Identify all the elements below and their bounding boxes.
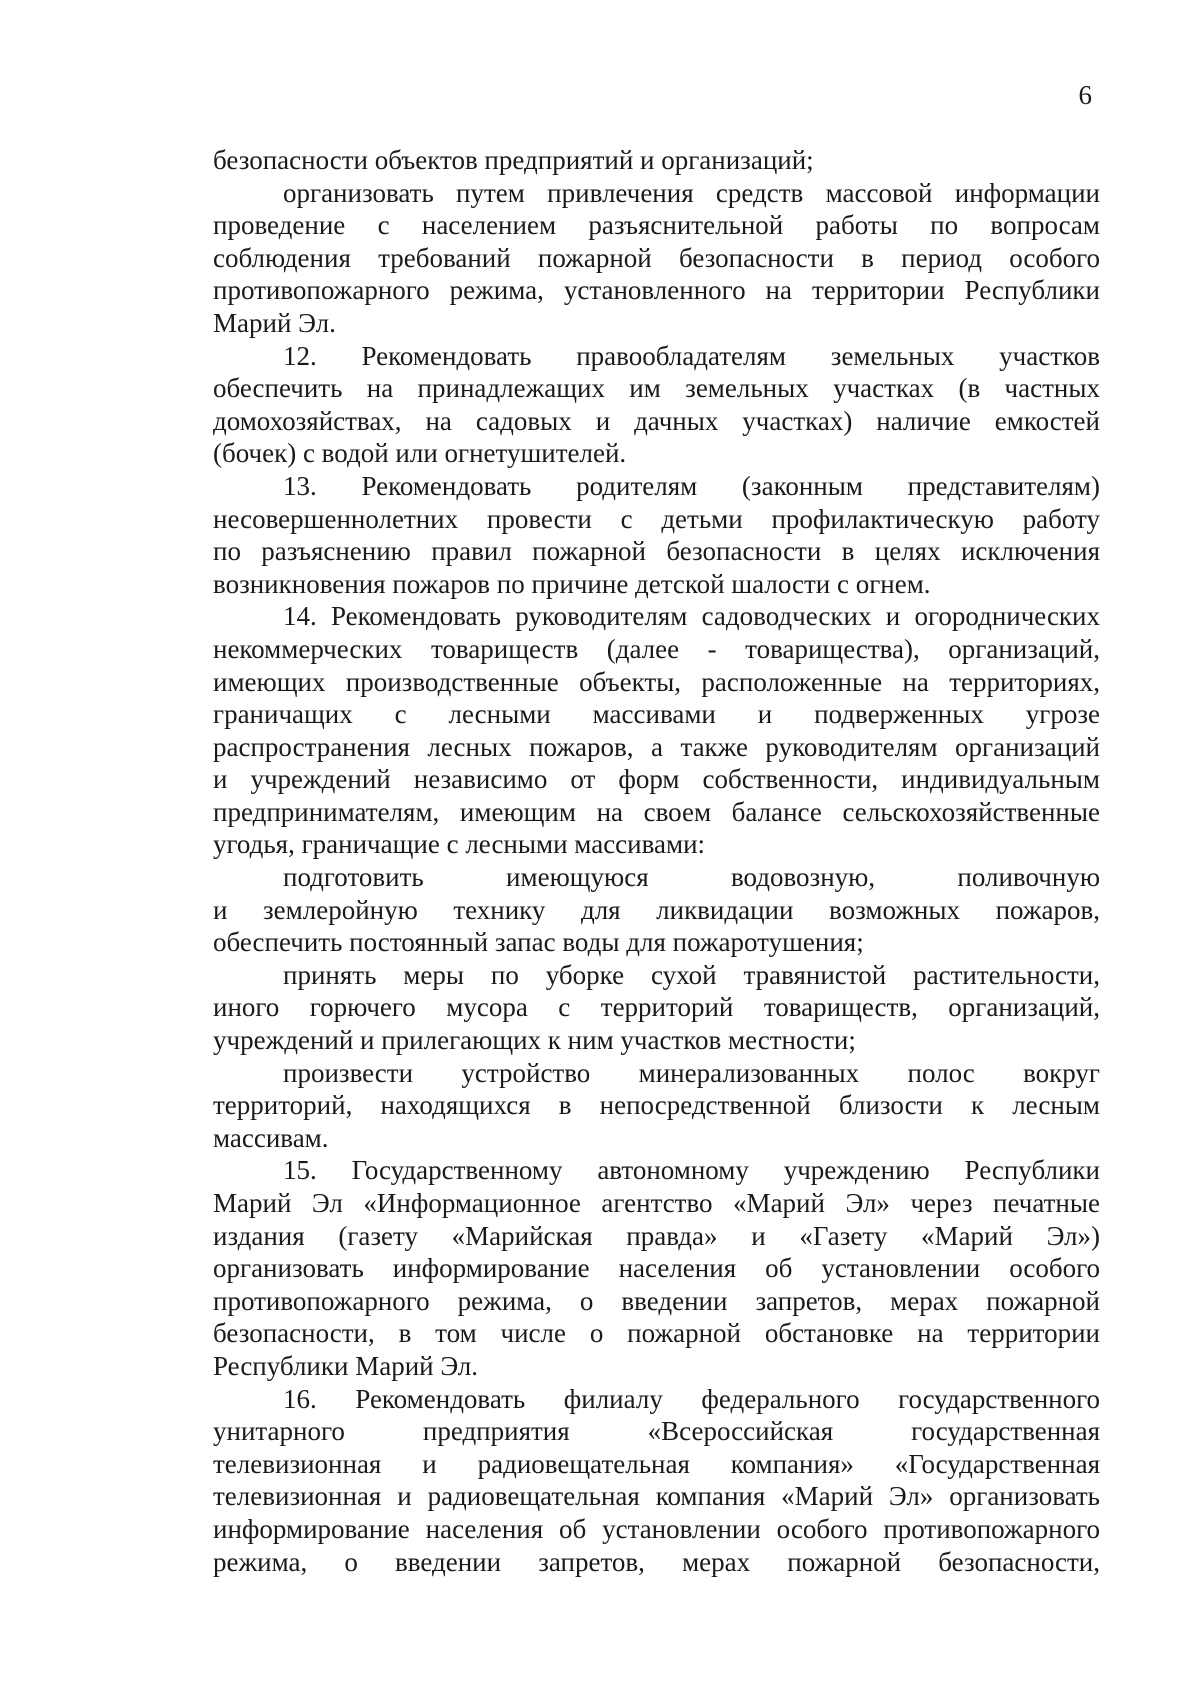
text-line: массивам. (213, 1122, 329, 1153)
text-line: учреждений и прилегающих к ним участков местности; (213, 1025, 856, 1056)
text-line: Республики Марий Эл. (213, 1350, 479, 1381)
text-line: обеспечить на принадлежащих им земельных участках (в частных (213, 373, 1100, 404)
text-line: распространения лесных пожаров, а также руководителям организаций (213, 731, 1100, 762)
text-line: граничащих с лесными массивами и подверженных угрозе (213, 699, 1100, 730)
text-line: принять меры по уборке сухой травянистой растительности, (283, 959, 1100, 990)
text-line: территорий, находящихся в непосредственной близости к лесным (213, 1090, 1100, 1121)
text-line: имеющих производственные объекты, расположенные на территориях, (213, 666, 1100, 697)
text-line: иного горючего мусора с территорий товариществ, организаций, (213, 992, 1100, 1023)
text-line: проведение с населением разъяснительной работы по вопросам (213, 210, 1100, 241)
text-line: телевизионная и радиовещательная компания» «Государственная (213, 1448, 1100, 1479)
text-line: Марий Эл «Информационное агентство «Марий Эл» через печатные (213, 1188, 1100, 1218)
text-line: произвести устройство минерализованных полос вокруг (283, 1057, 1100, 1088)
text-line: и учреждений независимо от форм собственности, индивидуальным (213, 764, 1100, 795)
text-line: угодья, граничащие с лесными массивами: (213, 829, 706, 860)
text-line: режима, о введении запретов, мерах пожарной безопасности, (213, 1546, 1100, 1577)
text-line: издания (газету «Марийская правда» и «Газету «Марий Эл») (213, 1220, 1100, 1251)
text-line: подготовить имеющуюся водовозную, поливочную (283, 862, 1100, 893)
text-line: унитарного предприятия «Всероссийская государственная (213, 1416, 1100, 1447)
text-line: по разъяснению правил пожарной безопасности в целях исключения (213, 536, 1100, 567)
text-line: противопожарного режима, о введении запретов, мерах пожарной (213, 1285, 1100, 1316)
text-line: Марий Эл. (213, 307, 336, 338)
text-line: 13. Рекомендовать родителям (законным представителям) (283, 470, 1100, 501)
text-line: соблюдения требований пожарной безопасности в период особого (213, 242, 1100, 273)
text-line: организовать путем привлечения средств массовой информации (283, 177, 1100, 208)
text-line: противопожарного режима, установленного на территории Республики (213, 275, 1100, 306)
text-line: 16. Рекомендовать филиалу федерального государственного (283, 1383, 1100, 1414)
text-line: некоммерческих товариществ (далее - товарищества), организаций, (213, 633, 1100, 664)
text-line: обеспечить постоянный запас воды для пожаротушения; (213, 927, 864, 958)
text-line: 12. Рекомендовать правообладателям земельных участков (283, 340, 1100, 371)
text-line: предпринимателям, имеющим на своем балансе сельскохозяйственные (213, 796, 1100, 827)
text-line: (бочек) с водой или огнетушителей. (213, 438, 627, 469)
text-line: 14. Рекомендовать руководителям садоводческих и огороднических (283, 601, 1100, 632)
text-line: возникновения пожаров по причине детской шалости с огнем. (213, 568, 931, 599)
text-line: и землеройную технику для ликвидации возможных пожаров, (213, 894, 1100, 925)
page-number: 6 (1078, 80, 1092, 110)
text-line: несовершеннолетних провести с детьми профилактическую работу (213, 503, 1100, 534)
text-line: безопасности объектов предприятий и организаций; (213, 145, 814, 175)
text-line: телевизионная и радиовещательная компания «Марий Эл» организовать (213, 1481, 1100, 1512)
text-line: информирование населения об установлении особого противопожарного (213, 1513, 1100, 1544)
document-body (213, 144, 1100, 1578)
text-line: 15. Государственному автономному учреждению Республики (283, 1155, 1100, 1186)
text-line: домохозяйствах, на садовых и дачных участках) наличие емкостей (213, 405, 1100, 436)
text-line: организовать информирование населения об установлении особого (213, 1253, 1100, 1284)
text-line: безопасности, в том числе о пожарной обстановке на территории (213, 1318, 1100, 1349)
